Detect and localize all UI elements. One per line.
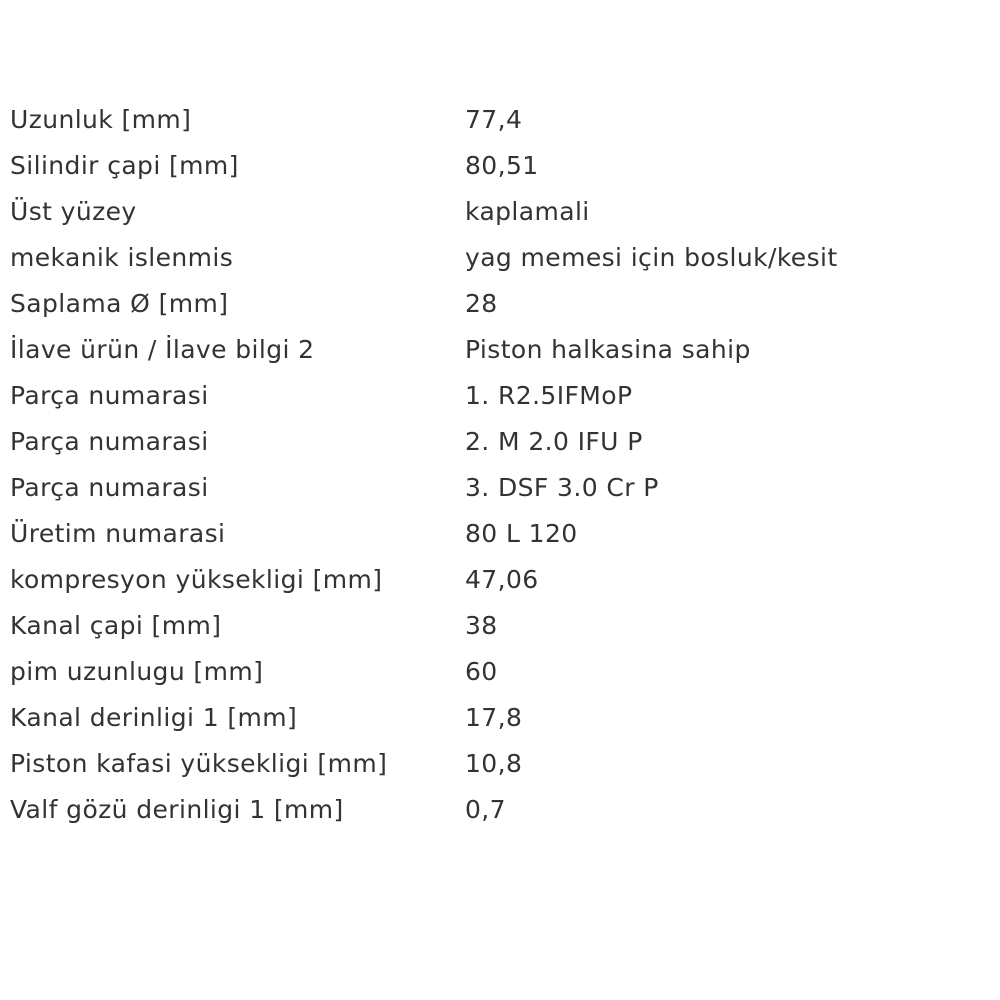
spec-row — [10, 419, 995, 465]
spec-label: Piston kafasi yüksekligi [mm] — [10, 749, 388, 778]
spec-value: 3. DSF 3.0 Cr P — [465, 473, 659, 502]
spec-label: Parça numarasi — [10, 473, 209, 502]
spec-value: 1. R2.5IFMoP — [465, 381, 633, 410]
spec-row — [10, 511, 995, 557]
spec-label: mekanik islenmis — [10, 243, 234, 272]
spec-value: 10,8 — [465, 749, 523, 778]
spec-row — [10, 143, 995, 189]
spec-row — [10, 741, 995, 787]
spec-label: kompresyon yüksekligi [mm] — [10, 565, 383, 594]
spec-value: 0,7 — [465, 795, 506, 824]
spec-value: 17,8 — [465, 703, 523, 732]
spec-row — [10, 281, 995, 327]
spec-label: Saplama Ø [mm] — [10, 289, 229, 318]
spec-row — [10, 327, 995, 373]
spec-value: yag memesi için bosluk/kesit — [465, 243, 838, 272]
spec-row — [10, 557, 995, 603]
spec-row — [10, 373, 995, 419]
spec-label: Silindir çapi [mm] — [10, 151, 239, 180]
spec-value: 2. M 2.0 IFU P — [465, 427, 643, 456]
spec-label: Kanal derinligi 1 [mm] — [10, 703, 298, 732]
spec-label: pim uzunlugu [mm] — [10, 657, 264, 686]
spec-row — [10, 787, 995, 833]
spec-value: 80 L 120 — [465, 519, 578, 548]
spec-row — [10, 603, 995, 649]
spec-row — [10, 97, 995, 143]
spec-value: 28 — [465, 289, 498, 318]
spec-label: İlave ürün / İlave bilgi 2 — [10, 335, 315, 364]
spec-value: Piston halkasina sahip — [465, 335, 751, 364]
spec-value: 80,51 — [465, 151, 539, 180]
spec-row — [10, 235, 995, 281]
spec-row — [10, 695, 995, 741]
spec-label: Üst yüzey — [10, 197, 137, 226]
spec-value: kaplamali — [465, 197, 590, 226]
spec-row — [10, 649, 995, 695]
spec-label: Parça numarasi — [10, 381, 209, 410]
spec-value: 60 — [465, 657, 498, 686]
spec-label: Parça numarasi — [10, 427, 209, 456]
spec-label: Kanal çapi [mm] — [10, 611, 222, 640]
spec-value: 77,4 — [465, 105, 523, 134]
spec-value: 38 — [465, 611, 498, 640]
spec-table — [10, 97, 995, 833]
spec-row — [10, 189, 995, 235]
spec-label: Üretim numarasi — [10, 519, 226, 548]
spec-value: 47,06 — [465, 565, 539, 594]
spec-row — [10, 465, 995, 511]
spec-label: Uzunluk [mm] — [10, 105, 192, 134]
spec-label: Valf gözü derinligi 1 [mm] — [10, 795, 344, 824]
